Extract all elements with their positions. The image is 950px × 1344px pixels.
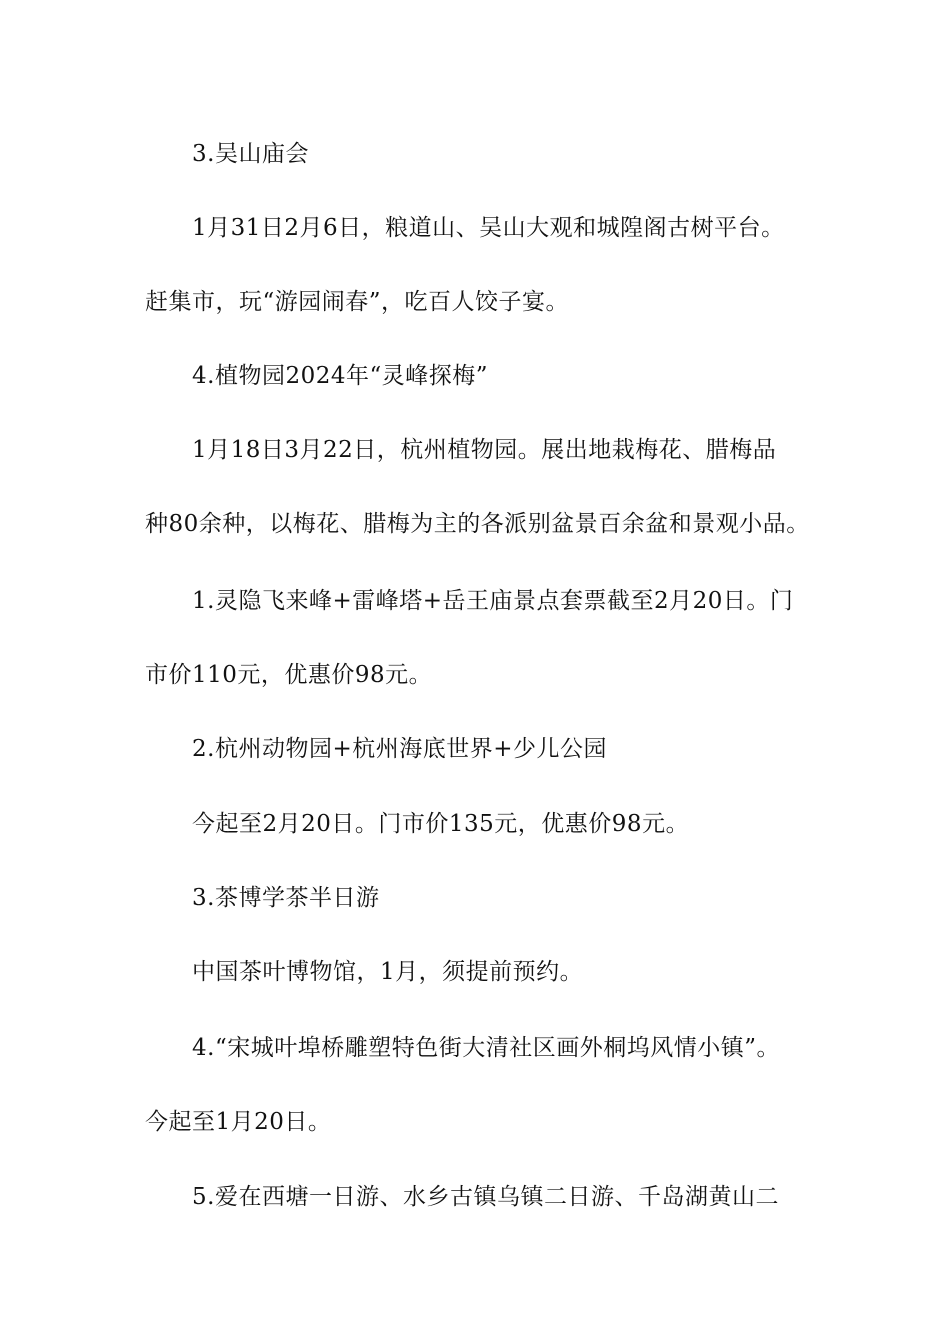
heading-botanical-garden: 4.植物园2024年“灵峰探梅” <box>192 363 488 389</box>
paragraph-line: 今起至1月20日。 <box>145 1109 332 1135</box>
list-item-lingyin-ticket: 1.灵隐飞来峰+雷峰塔+岳王庙景点套票截至2月20日。门 <box>192 588 794 614</box>
paragraph-line: 市价110元，优惠价98元。 <box>145 662 433 688</box>
paragraph-line: 种80余种，以梅花、腊梅为主的各派别盆景百余盆和景观小品。 <box>145 511 810 537</box>
paragraph-line: 中国茶叶博物馆，1月，须提前预约。 <box>192 959 584 985</box>
list-item-hangzhou-zoo: 2.杭州动物园+杭州海底世界+少儿公园 <box>192 736 607 762</box>
paragraph-line: 1月18日3月22日，杭州植物园。展出地栽梅花、腊梅品 <box>192 437 777 463</box>
list-item-xitang-tour: 5.爱在西塘一日游、水乡古镇乌镇二日游、千岛湖黄山二 <box>192 1184 779 1210</box>
paragraph-line: 今起至2月20日。门市价135元，优惠价98元。 <box>192 811 690 837</box>
heading-wushan-temple-fair: 3.吴山庙会 <box>192 141 309 167</box>
list-item-tea-tour: 3.茶博学茶半日游 <box>192 885 380 911</box>
paragraph-line: 赶集市，玩“游园闹春”，吃百人饺子宴。 <box>145 289 570 315</box>
list-item-songcheng: 4.“宋城叶埠桥雕塑特色街大清社区画外桐坞风情小镇”。 <box>192 1035 780 1061</box>
paragraph-line: 1月31日2月6日，粮道山、吴山大观和城隍阁古树平台。 <box>192 215 785 241</box>
